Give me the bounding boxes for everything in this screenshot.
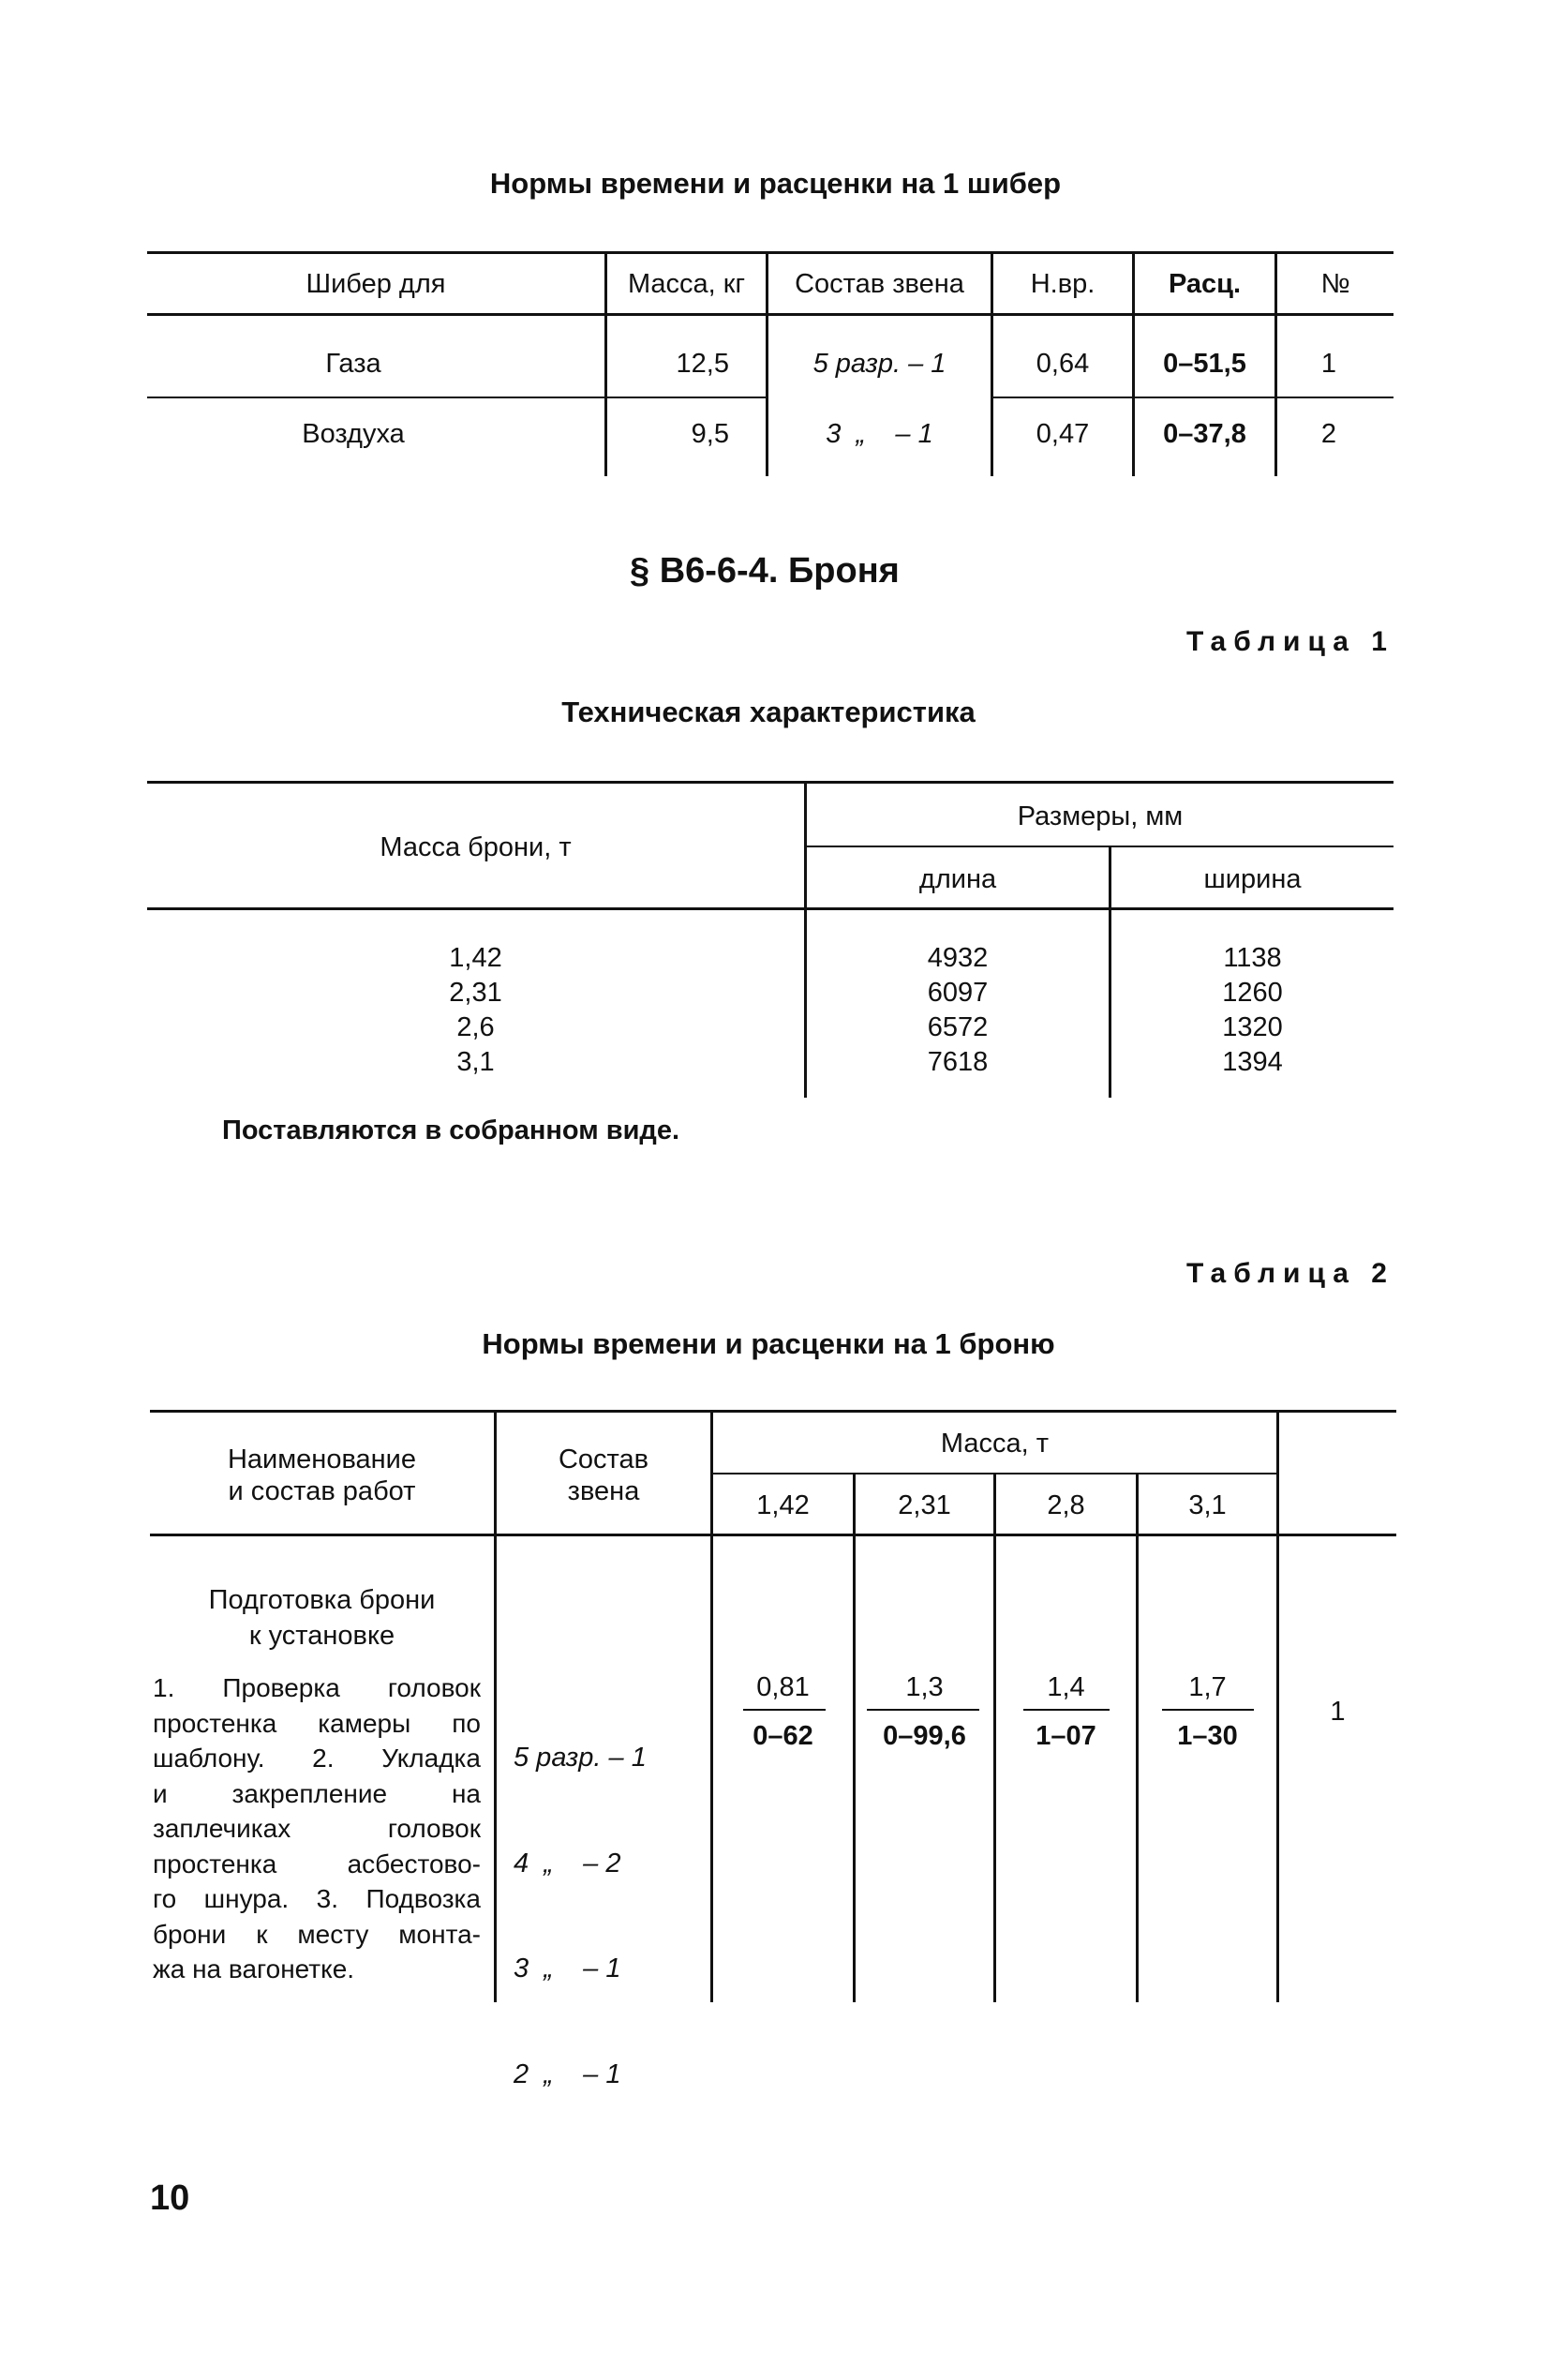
page-number: 10: [150, 2178, 190, 2218]
table2-rasc-2: 0–99,6: [883, 1721, 966, 1751]
table2-top-rule: [150, 1410, 1396, 1413]
table2-desc-line: шаблону. 2. Укладка: [153, 1744, 481, 1773]
table1-length-value: 6572: [927, 1012, 989, 1042]
table2-head-crew-line: Состав: [558, 1444, 649, 1474]
table2-rasc-1: 0–62: [753, 1721, 813, 1751]
table1-label: Таблица 1: [1185, 626, 1394, 657]
table2-header-rule: [150, 1534, 1396, 1536]
fraction-bar: [1023, 1709, 1110, 1711]
section-title: § В6-6-4. Броня: [630, 551, 900, 591]
fraction-bar: [1162, 1709, 1254, 1711]
table0-head-crew: Состав звена: [795, 269, 964, 299]
table2-title: Нормы времени и расценки на 1 броню: [482, 1327, 1055, 1360]
table0-head-rasc: Расц.: [1168, 269, 1242, 299]
table1-mass-value: 2,31: [449, 978, 502, 1008]
table2-row-no: 1: [1330, 1697, 1346, 1727]
table1-dims-rule: [806, 846, 1394, 847]
table0-row-rule: [147, 397, 766, 398]
table0-title: Нормы времени и расценки на 1 шибер: [489, 167, 1062, 200]
table0-head-name: Шибер для: [306, 269, 446, 299]
table2-desc-line: заплечиках головок: [153, 1814, 481, 1843]
table1-length-value: 4932: [927, 943, 989, 973]
table0-row1-mass: 12,5: [676, 349, 729, 379]
table2-desc-line: 1. Проверка головок: [153, 1673, 481, 1702]
table0-head-nvr: Н.вр.: [1030, 269, 1095, 299]
table1-mass-column: [147, 941, 804, 1080]
table0-row1-no: 1: [1320, 349, 1337, 379]
table2-mass-col-2: 2,31: [898, 1490, 951, 1520]
table1-length-value: 6097: [927, 978, 989, 1008]
table0-row2-name: Воздуха: [302, 419, 405, 449]
table2-desc-line: и закрепление на: [153, 1778, 481, 1808]
table2-crew-line: 5 разр. – 1: [514, 1743, 647, 1773]
table0-row1-crew: 5 разр. – 1: [812, 349, 946, 379]
table2-desc-line: простенка камеры по: [153, 1708, 481, 1738]
table1-head-width: ширина: [1203, 864, 1302, 894]
table1-mass-value: 3,1: [456, 1047, 495, 1077]
table1-length-column: [807, 941, 1109, 1080]
table2-rasc-4: 1–30: [1177, 1721, 1238, 1751]
table0-row2-nvr: 0,47: [1036, 419, 1090, 449]
table2-crew-line: 2 „ – 1: [514, 2058, 621, 2089]
table2-crew-line: 3 „ – 1: [514, 1953, 621, 1983]
table1-head-dims: Размеры, мм: [1017, 801, 1184, 831]
table0-row1-nvr: 0,64: [1036, 349, 1090, 379]
table2-group-title-line: к установке: [248, 1621, 395, 1651]
table2-nvr-4: 1,7: [1188, 1672, 1227, 1702]
table2-mass-col-4: 3,1: [1188, 1490, 1227, 1520]
table1-header-rule: [147, 907, 1394, 910]
table0-top-rule: [147, 251, 1394, 254]
table2-group-title: [150, 1582, 494, 1654]
table1-width-value: 1394: [1222, 1047, 1283, 1077]
table1-mass-value: 1,42: [449, 943, 502, 973]
table2-head-name-line: Наименование: [227, 1444, 417, 1474]
table0-row1-rasc: 0–51,5: [1163, 349, 1246, 379]
table2-desc-line: го шнура. 3. Подвозка: [153, 1884, 481, 1913]
table0-head-mass: Масса, кг: [627, 269, 746, 299]
table2-head-mass: Масса, т: [940, 1429, 1050, 1459]
table1-head-length: длина: [918, 864, 997, 894]
table0-head-no: №: [1320, 269, 1350, 299]
table0-row2-mass: 9,5: [691, 419, 729, 449]
table2-crew-column: [514, 1670, 701, 2128]
table0-row2-no: 2: [1320, 419, 1337, 449]
table1-title: Техническая характеристика: [561, 696, 976, 728]
table1-mass-value: 2,6: [456, 1012, 495, 1042]
table2-mass-col-3: 2,8: [1047, 1490, 1085, 1520]
fraction-bar: [867, 1709, 979, 1711]
table1-width-value: 1138: [1223, 943, 1282, 973]
table2-mass-col-1: 1,42: [756, 1490, 810, 1520]
table2-label: Таблица 2: [1185, 1258, 1394, 1289]
table1-length-value: 7618: [927, 1047, 989, 1077]
table2-crew-line: 4 „ – 2: [514, 1848, 621, 1879]
table1-width-column: [1111, 941, 1394, 1080]
table2-head-name: [150, 1444, 494, 1507]
table1-width-value: 1320: [1222, 1012, 1283, 1042]
table0-row2-rasc: 0–37,8: [1163, 419, 1246, 449]
table2-work-description: [153, 1670, 481, 1987]
table2-nvr-3: 1,4: [1047, 1672, 1085, 1702]
table1-width-value: 1260: [1222, 978, 1283, 1008]
table2-nvr-2: 1,3: [905, 1672, 944, 1702]
table2-group-title-line: Подготовка брони: [208, 1585, 436, 1615]
table0-row-rule-right: [991, 397, 1394, 398]
table0-header-rule: [147, 313, 1394, 316]
table2-desc-line: простенка асбестово-: [153, 1849, 481, 1879]
table0-row2-crew: 3 „ – 1: [826, 419, 933, 449]
table0-row1-name: Газа: [325, 349, 381, 379]
table2-head-crew: [497, 1444, 710, 1507]
table1-top-rule: [147, 781, 1394, 784]
table2-rasc-3: 1–07: [1036, 1721, 1096, 1751]
table2-desc-line: жа на вагонетке.: [153, 1954, 355, 1983]
table1-head-mass: Масса брони, т: [380, 832, 572, 862]
table2-desc-line: брони к месту монта-: [153, 1919, 481, 1949]
table2-nvr-1: 0,81: [756, 1672, 810, 1702]
table2-head-name-line: и состав работ: [228, 1476, 416, 1506]
table2-head-crew-line: звена: [567, 1476, 640, 1506]
fraction-bar: [743, 1709, 826, 1711]
table1-note: Поставляются в собранном виде.: [222, 1115, 680, 1145]
